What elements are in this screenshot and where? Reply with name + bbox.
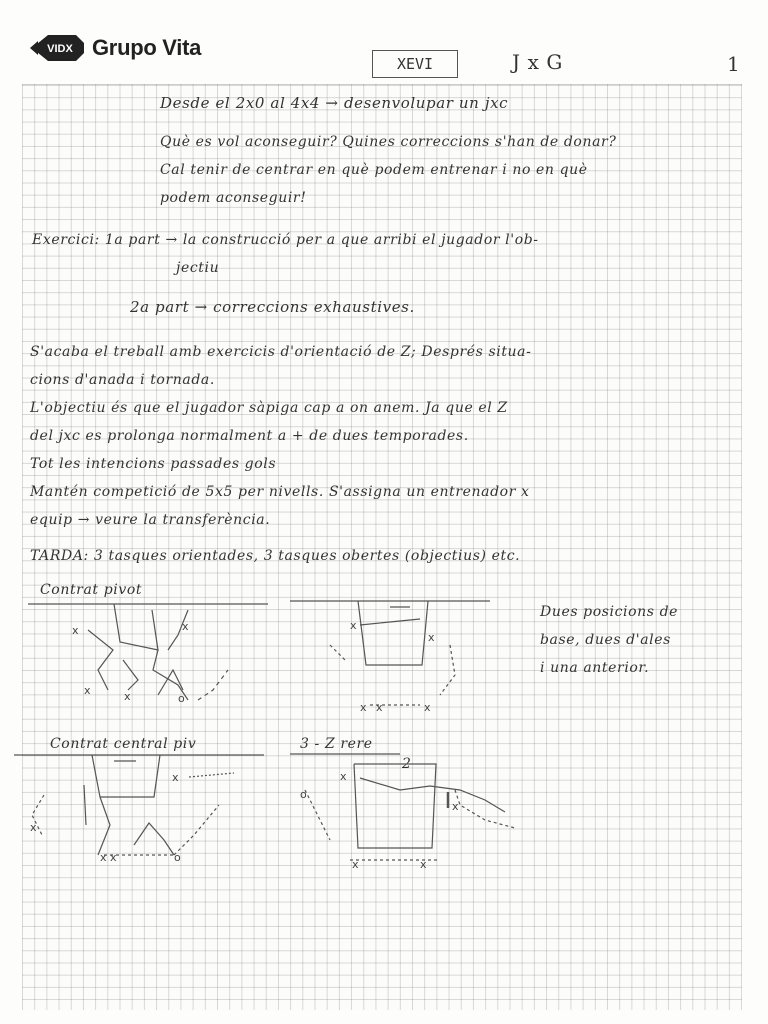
name-box: [372, 50, 458, 78]
svg-text:x: x: [424, 701, 431, 714]
fish-logo-icon: [30, 33, 86, 63]
note-line: del jxc es prolonga normalment a + de dues temporades.: [30, 428, 469, 444]
svg-text:x: x: [72, 624, 79, 637]
logo-text: Grupo Vita: [92, 35, 202, 60]
diagram-note: Dues posicions de: [540, 604, 679, 620]
note-line: podem aconseguir!: [160, 190, 307, 206]
svg-text:x: x: [182, 620, 189, 633]
svg-text:x: x: [350, 619, 357, 632]
svg-text:x: x: [340, 770, 347, 783]
note-line: Exercici: 1a part → la construcció per a que arribi el jugador l'ob-: [32, 232, 539, 248]
note-line: equip → veure la transferència.: [30, 512, 271, 528]
svg-text:x: x: [428, 631, 435, 644]
svg-text:x: x: [172, 771, 179, 784]
diagram-note: base, dues d'ales: [540, 632, 671, 648]
diagram-note: i una anterior.: [540, 660, 650, 676]
svg-text:x: x: [124, 690, 131, 703]
diagram-drill-3: [14, 745, 264, 875]
page-number: 1: [727, 52, 741, 76]
note-line: 2a part → correccions exhaustives.: [130, 298, 415, 316]
svg-text:x: x: [452, 800, 459, 813]
svg-text:x: x: [30, 821, 37, 834]
note-line: L'objectiu és que el jugador sàpiga cap a on anem. Ja que el Z: [30, 400, 508, 416]
note-line: Desde el 2x0 al 4x4 → desenvolupar un jxc: [160, 94, 509, 112]
diagram-drill-4: [290, 750, 530, 880]
svg-text:o: o: [178, 692, 185, 705]
grupo-vita-logo: [30, 28, 201, 68]
diagram-title: Contrat pivot: [40, 582, 143, 598]
note-line: Què es vol aconseguir? Quines correccions s'han de donar?: [160, 134, 617, 150]
svg-text:VIDX: VIDX: [47, 43, 73, 55]
note-line: Mantén competició de 5x5 per nivells. S'assigna un entrenador x: [30, 484, 530, 500]
svg-text:x: x: [360, 701, 367, 714]
svg-text:o: o: [300, 788, 307, 801]
note-line: jectiu: [176, 260, 220, 276]
svg-text:x: x: [376, 701, 383, 714]
note-line: cions d'anada i tornada.: [30, 372, 215, 388]
svg-text:x: x: [110, 851, 117, 864]
diagram-label: 2: [402, 756, 412, 772]
diagram-title: Contrat central piv: [50, 736, 197, 752]
svg-text:x: x: [84, 684, 91, 697]
svg-text:x: x: [100, 851, 107, 864]
note-line: Cal tenir de centrar en què podem entrenar i no en què: [160, 162, 588, 178]
note-line: S'acaba el treball amb exercicis d'orientació de Z; Després situa-: [30, 344, 532, 360]
svg-text:x: x: [352, 858, 359, 871]
svg-text:o: o: [174, 851, 181, 864]
diagram-title: 3 - Z rere: [300, 736, 373, 752]
svg-text:x: x: [420, 858, 427, 871]
name-box-text: XEVI: [396, 55, 434, 73]
page-title: J x G: [512, 50, 563, 74]
note-line: TARDA: 3 tasques orientades, 3 tasques obertes (objectius) etc.: [30, 548, 521, 564]
diagram-drill-1: [28, 590, 268, 720]
note-line: Tot les intencions passades gols: [30, 456, 277, 472]
diagram-drill-2: [290, 595, 500, 725]
